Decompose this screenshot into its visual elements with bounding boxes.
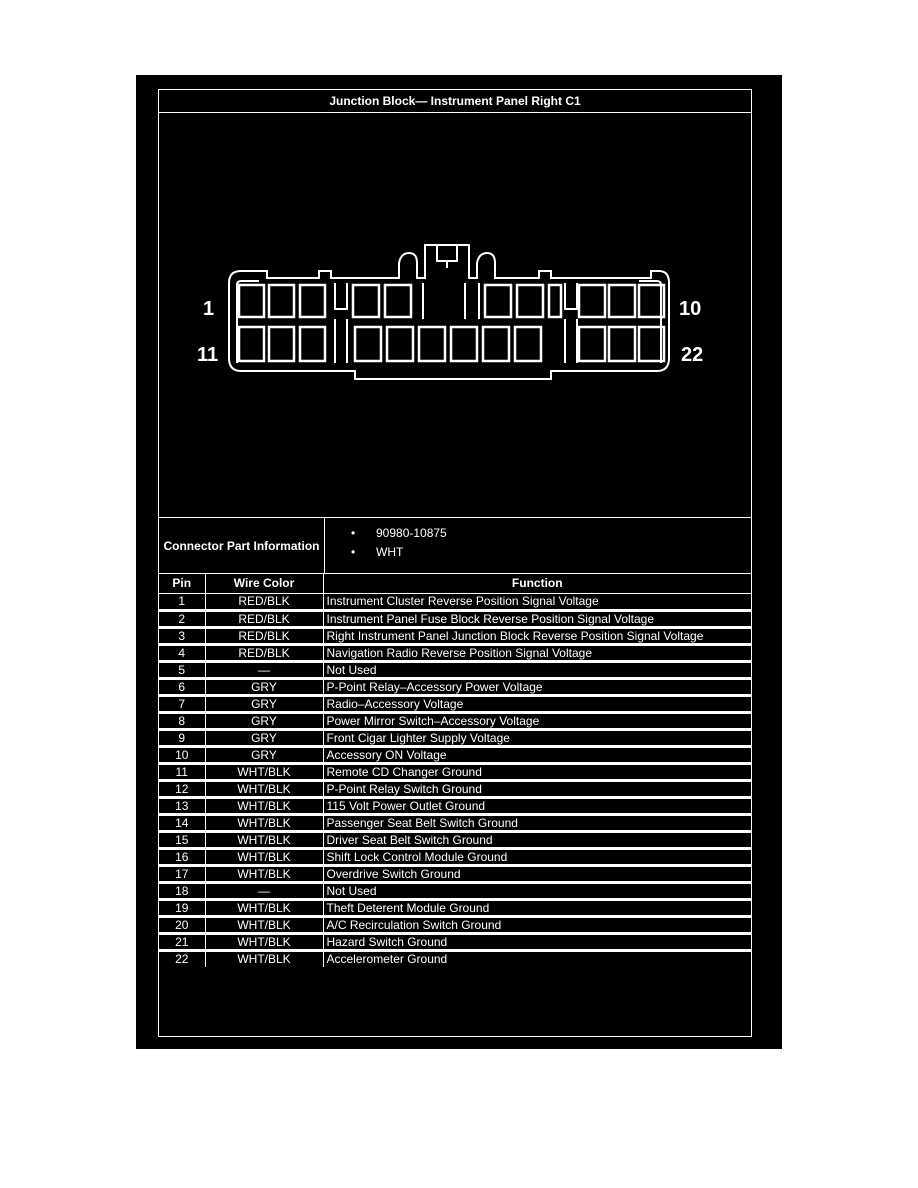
table-row <box>159 933 751 950</box>
pin-cell: 7 <box>159 695 205 712</box>
function-cell: Navigation Radio Reverse Position Signal Voltage <box>323 644 751 661</box>
table-row <box>159 593 751 610</box>
function-cell: P-Point Relay Switch Ground <box>323 780 751 797</box>
table-row <box>159 899 751 916</box>
table-row <box>159 865 751 882</box>
connector-part-information <box>159 518 751 574</box>
wire-color-cell: WHT/BLK <box>205 814 323 831</box>
wire-color-cell: WHT/BLK <box>205 831 323 848</box>
table-row <box>159 729 751 746</box>
connector-face-drawing <box>159 113 751 517</box>
wire-color-cell: WHT/BLK <box>205 950 323 967</box>
pin-label-10: 10 <box>679 298 702 320</box>
function-cell: Right Instrument Panel Junction Block Reverse Position Signal Voltage <box>323 627 751 644</box>
function-cell: Driver Seat Belt Switch Ground <box>323 831 751 848</box>
function-cell: Instrument Cluster Reverse Position Signal Voltage <box>323 593 751 610</box>
connector-diagram <box>159 113 751 518</box>
pin-cell: 6 <box>159 678 205 695</box>
pinout-rows <box>159 593 751 967</box>
pin-cell: 13 <box>159 797 205 814</box>
function-cell: Not Used <box>323 661 751 678</box>
wire-color-cell: GRY <box>205 729 323 746</box>
pin-cell: 15 <box>159 831 205 848</box>
table-row <box>159 661 751 678</box>
table-row <box>159 644 751 661</box>
table-row <box>159 814 751 831</box>
function-cell: Shift Lock Control Module Ground <box>323 848 751 865</box>
wire-color-cell: — <box>205 882 323 899</box>
wire-color-cell: WHT/BLK <box>205 916 323 933</box>
table-row <box>159 831 751 848</box>
wire-color-cell: RED/BLK <box>205 644 323 661</box>
wire-color-cell: RED/BLK <box>205 627 323 644</box>
table-header-row <box>159 574 751 593</box>
function-cell: Hazard Switch Ground <box>323 933 751 950</box>
function-cell: Theft Deterent Module Ground <box>323 899 751 916</box>
table-row <box>159 678 751 695</box>
pin-cell: 3 <box>159 627 205 644</box>
function-cell: Front Cigar Lighter Supply Voltage <box>323 729 751 746</box>
table-title: Junction Block— Instrument Panel Right C1 <box>159 90 751 113</box>
pin-cell: 17 <box>159 865 205 882</box>
pin-cell: 1 <box>159 593 205 610</box>
pinout-table <box>159 574 751 967</box>
pin-cell: 10 <box>159 746 205 763</box>
wire-color-cell: WHT/BLK <box>205 865 323 882</box>
table-row <box>159 746 751 763</box>
pin-cell: 20 <box>159 916 205 933</box>
wire-color-cell: WHT/BLK <box>205 797 323 814</box>
function-cell: Not Used <box>323 882 751 899</box>
wire-color-cell: GRY <box>205 678 323 695</box>
function-cell: Accelerometer Ground <box>323 950 751 967</box>
function-cell: Passenger Seat Belt Switch Ground <box>323 814 751 831</box>
wire-color-cell: WHT/BLK <box>205 780 323 797</box>
wire-color-cell: WHT/BLK <box>205 933 323 950</box>
pin-label-11: 11 <box>197 344 219 366</box>
function-cell: Remote CD Changer Ground <box>323 763 751 780</box>
pin-cell: 22 <box>159 950 205 967</box>
table-row <box>159 610 751 627</box>
pin-cell: 4 <box>159 644 205 661</box>
table-row <box>159 882 751 899</box>
part-number: • 90980-10875 <box>351 524 447 543</box>
table-row <box>159 780 751 797</box>
document-sheet <box>136 75 782 1049</box>
function-cell: Power Mirror Switch–Accessory Voltage <box>323 712 751 729</box>
pin-label-1: 1 <box>203 298 215 320</box>
wire-color-cell: — <box>205 661 323 678</box>
function-cell: Accessory ON Voltage <box>323 746 751 763</box>
function-cell: P-Point Relay–Accessory Power Voltage <box>323 678 751 695</box>
table-row <box>159 712 751 729</box>
function-cell: A/C Recirculation Switch Ground <box>323 916 751 933</box>
function-cell: Instrument Panel Fuse Block Reverse Position Signal Voltage <box>323 610 751 627</box>
table-row <box>159 950 751 967</box>
table-row <box>159 797 751 814</box>
pin-cell: 11 <box>159 763 205 780</box>
connector-table-frame <box>158 89 752 1037</box>
pin-cell: 5 <box>159 661 205 678</box>
pin-cell: 8 <box>159 712 205 729</box>
pin-cell: 12 <box>159 780 205 797</box>
header-function: Function <box>511 576 563 591</box>
wire-color-cell: GRY <box>205 746 323 763</box>
function-cell: Overdrive Switch Ground <box>323 865 751 882</box>
header-wire-color: Wire Color <box>205 574 323 593</box>
part-color: • WHT <box>351 543 447 562</box>
table-row <box>159 848 751 865</box>
function-cell: Radio–Accessory Voltage <box>323 695 751 712</box>
wire-color-cell: GRY <box>205 712 323 729</box>
pin-label-22: 22 <box>681 344 704 366</box>
table-row <box>159 763 751 780</box>
pin-cell: 19 <box>159 899 205 916</box>
table-row <box>159 916 751 933</box>
wire-color-cell: RED/BLK <box>205 593 323 610</box>
pin-cell: 21 <box>159 933 205 950</box>
pin-cell: 16 <box>159 848 205 865</box>
pin-cell: 18 <box>159 882 205 899</box>
table-row <box>159 627 751 644</box>
wire-color-cell: GRY <box>205 695 323 712</box>
part-info-list <box>351 524 447 562</box>
wire-color-cell: WHT/BLK <box>205 763 323 780</box>
pin-cell: 14 <box>159 814 205 831</box>
pin-cell: 2 <box>159 610 205 627</box>
table-row <box>159 695 751 712</box>
wire-color-cell: WHT/BLK <box>205 899 323 916</box>
part-info-label: Connector Part Information <box>159 518 325 573</box>
header-pin: Pin <box>159 574 205 593</box>
pin-cell: 9 <box>159 729 205 746</box>
wire-color-cell: WHT/BLK <box>205 848 323 865</box>
wire-color-cell: RED/BLK <box>205 610 323 627</box>
function-cell: 115 Volt Power Outlet Ground <box>323 797 751 814</box>
